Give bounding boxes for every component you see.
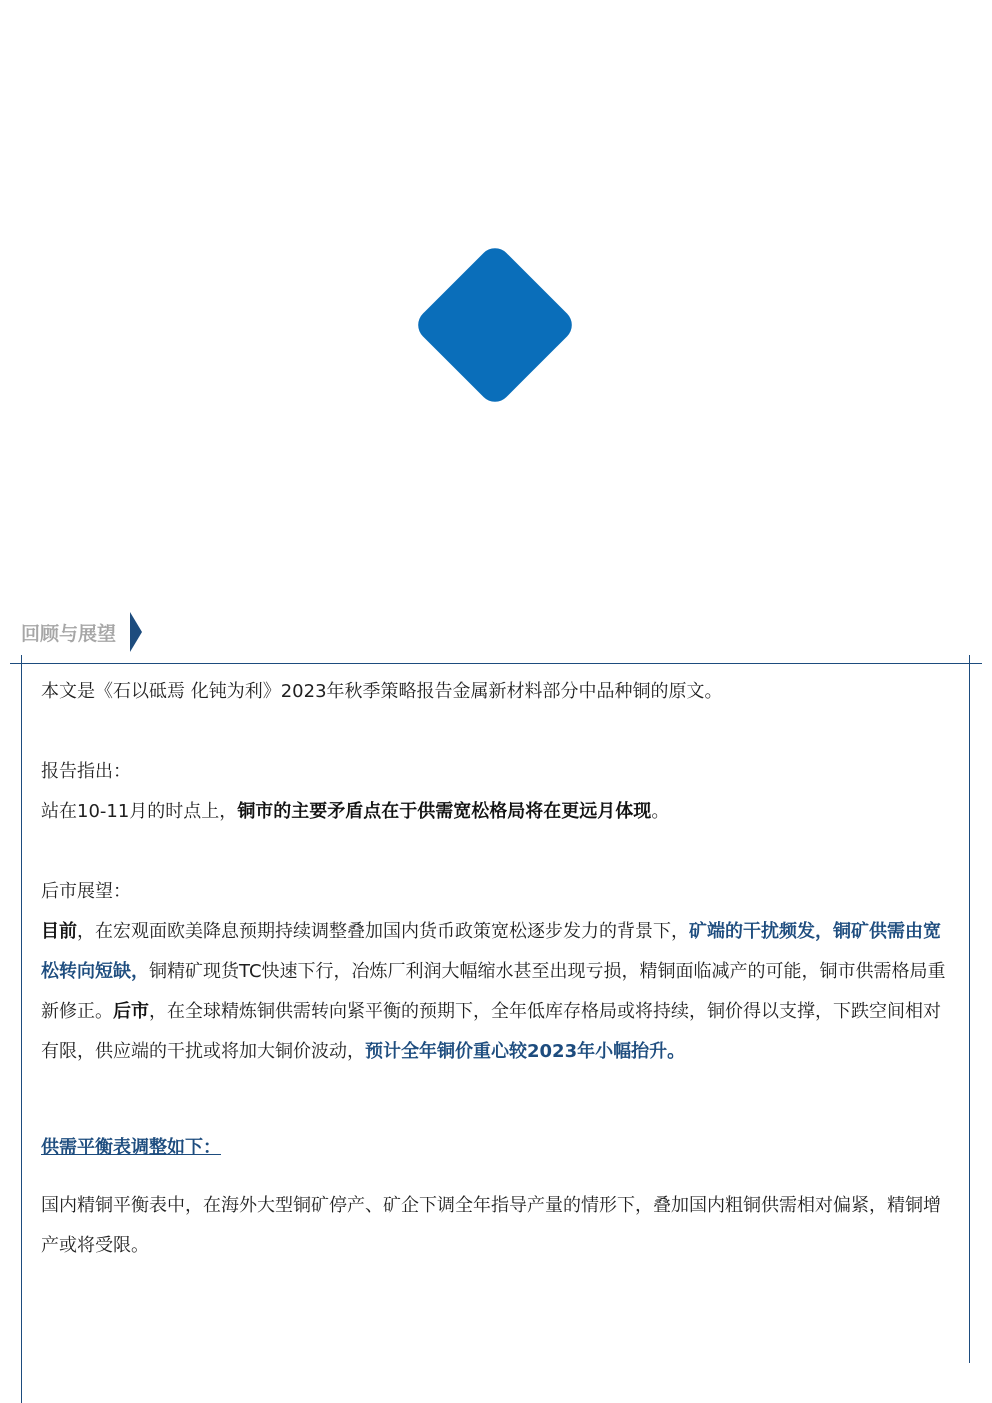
outlook-highlight-1: 矿端的干扰频发，铜矿供需由宽松转向短缺， <box>41 921 941 982</box>
outlook-highlight-2: 预计全年铜价重心较2023年小幅抬升。 <box>365 1041 686 1062</box>
report-paragraph <box>41 792 953 832</box>
article-body <box>41 672 953 1266</box>
report-suffix: 。 <box>651 801 670 822</box>
outlook-text-1: ，在宏观面欧美降息预期持续调整叠加国内货币政策宽松逐步发力的背景下， <box>77 921 689 942</box>
intro-paragraph: 本文是《石以砥焉 化钝为利》2023年秋季策略报告金属新材料部分中品种铜的原文。 <box>41 681 723 702</box>
outlook-paragraph <box>41 912 953 1072</box>
outlook-text-3: ，在全球精炼铜供需转向紧平衡的预期下，全年低库存格局或将持续，铜价得以支撑，下跌空间相对有限，供应端的干扰或将加大铜价波动， <box>41 1001 941 1062</box>
frame-top-line <box>10 663 982 664</box>
frame-right-line <box>969 655 970 1363</box>
frame-left-line <box>21 655 22 1403</box>
diamond-logo-icon <box>412 242 579 409</box>
outlook-future-label: 后市 <box>113 1001 149 1022</box>
section-title: 回顾与展望 <box>21 622 117 645</box>
section-header <box>21 612 142 652</box>
outlook-current-label: 目前 <box>41 921 77 942</box>
outlook-label: 后市展望： <box>41 881 131 902</box>
outlook-text-2: 铜精矿现货TC快速下行，冶炼厂利润大幅缩水甚至出现亏损，精铜面临减产的可能，铜市供需格局重新修正。 <box>41 961 946 1022</box>
report-prefix: 站在10-11月的时点上， <box>41 801 238 822</box>
balance-paragraph: 国内精铜平衡表中，在海外大型铜矿停产、矿企下调全年指导产量的情形下，叠加国内粗铜供需相对偏紧，精铜增产或将受限。 <box>41 1195 941 1256</box>
triangle-arrow-icon <box>130 612 142 652</box>
report-label: 报告指出： <box>41 761 131 782</box>
balance-heading: 供需平衡表调整如下： <box>41 1137 221 1158</box>
report-key-point: 铜市的主要矛盾点在于供需宽松格局将在更远月体现 <box>237 801 652 822</box>
